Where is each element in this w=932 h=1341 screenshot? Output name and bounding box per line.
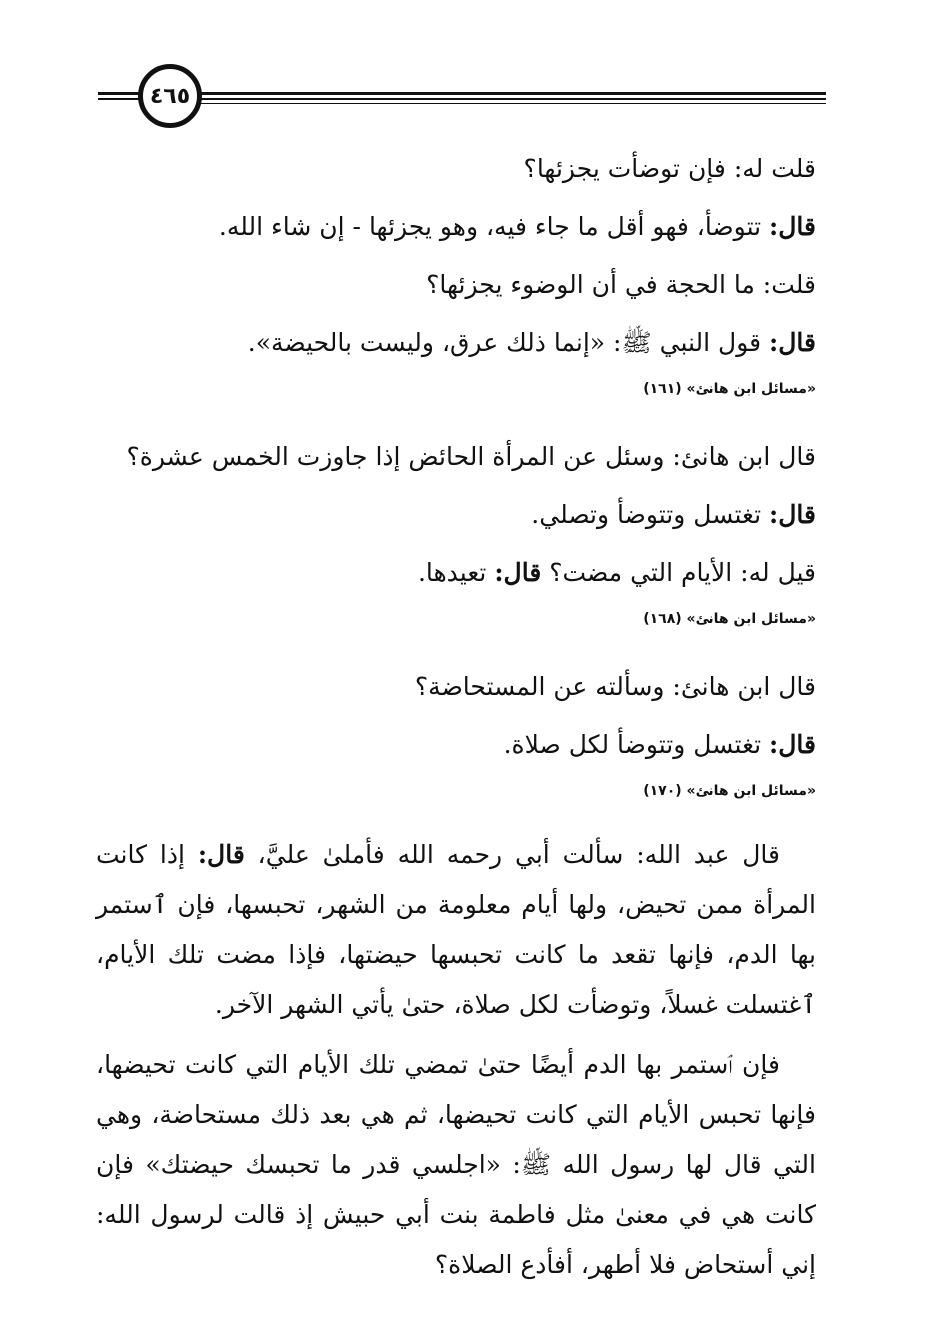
answer-text: قول النبي ﷺ: «إنما ذلك عرق، وليست بالحيضة».: [247, 328, 770, 357]
answer-text: تتوضأ، فهو أقل ما جاء فيه، وهو يجزئها - إن شاء الله.: [218, 212, 770, 241]
paragraph-1: [96, 830, 816, 1030]
paragraph-text: فإن ٱستمر بها الدم أيضًا حتىٰ تمضي تلك الأيام التي كانت تحيضها، فإنها تحبس الأيام التي كانت تحيضها، ثم هي بعد ذلك مستحاضة، وهي التي قال لها رسول الله ﷺ: «اجلسي قدر ما تحبسك حيضتك» فإن كانت هي في معنىٰ مثل فاطمة بنت أبي حبيش إذ قالت لرسول الله: إني أستحاض فلا أطهر، أفأدع الصلاة؟: [96, 1050, 816, 1279]
answer-label: قال:: [769, 730, 816, 759]
paragraph-text: إذا كانت المرأة ممن تحيض، ولها أيام معلومة من الشهر، تحبسها، فإن ٱستمر بها الدم، فإنها تقعد ما كانت تحبسها حيضتها، فإذا مضت تلك الأيام، ٱغتسلت غسلاً، وتوضأت لكل صلاة، حتىٰ يأتي الشهر الآخر.: [96, 840, 816, 1019]
answer-line: [96, 314, 816, 372]
page-body: [96, 140, 816, 1290]
paragraph-text: قال عبد الله: سألت أبي رحمه الله فأملىٰ عليَّ،: [244, 840, 780, 869]
question-text: قيل له: الأيام التي مضت؟: [541, 558, 816, 587]
qa-block-2: [96, 428, 816, 634]
header-rule-bottom: [194, 103, 826, 104]
source-citation: «مسائل ابن هانئ» (١٧٠): [643, 783, 816, 799]
header-rule-middle: [194, 98, 826, 100]
question-line: قلت له: فإن توضأت يجزئها؟: [523, 154, 816, 183]
answer-line: [96, 716, 816, 774]
qa-block-1: [96, 140, 816, 404]
question-line: قال ابن هانئ: وسئل عن المرأة الحائض إذا جاوزت الخمس عشرة؟: [126, 442, 816, 471]
answer-label: قال:: [769, 328, 816, 357]
paragraph-2: [96, 1040, 816, 1290]
answer-line: [96, 486, 816, 544]
page-number: ٤٦٥: [149, 83, 191, 109]
answer-label: قال:: [769, 212, 816, 241]
answer-line: [96, 198, 816, 256]
question-line: قال ابن هانئ: وسألته عن المستحاضة؟: [414, 672, 816, 701]
source-citation: «مسائل ابن هانئ» (١٦١): [643, 381, 816, 397]
source-citation: «مسائل ابن هانئ» (١٦٨): [643, 611, 816, 627]
qa-block-3: [96, 658, 816, 806]
paragraph-gap: [96, 1030, 816, 1040]
question-answer-line: [96, 544, 816, 602]
question-line: قلت: ما الحجة في أن الوضوء يجزئها؟: [426, 270, 816, 299]
answer-text: تعيدها.: [417, 558, 495, 587]
page-header: [98, 62, 826, 128]
header-rule-top: [194, 92, 826, 95]
answer-text: تغتسل وتتوضأ وتصلي.: [531, 500, 770, 529]
answer-label: قال:: [769, 500, 816, 529]
page-number-badge: [138, 64, 202, 128]
answer-text: تغتسل وتتوضأ لكل صلاة.: [503, 730, 770, 759]
answer-label: قال:: [197, 840, 245, 869]
answer-label: قال:: [494, 558, 542, 587]
